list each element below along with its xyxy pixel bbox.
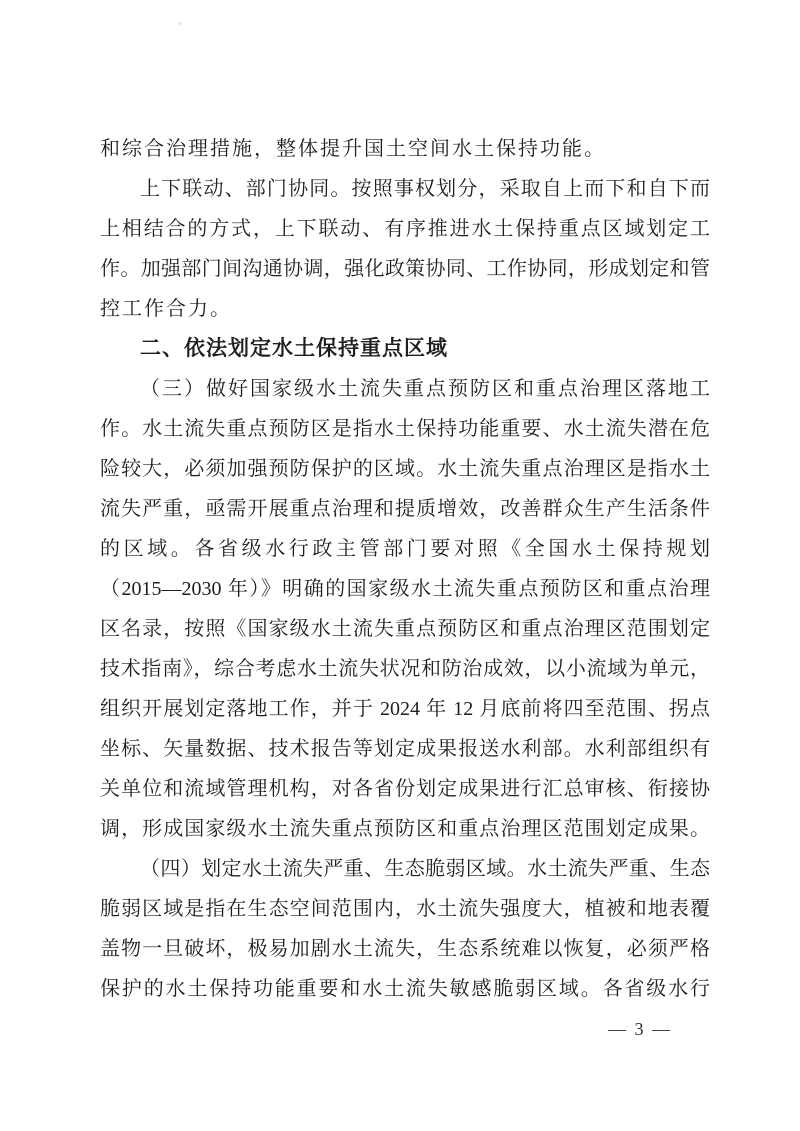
text-line: 的区域。各省级水行政主管部门要对照《全国水土保持规划 xyxy=(100,538,710,560)
text-line: 区名录，按照《国家级水土流失重点预防区和重点治理区范围划定 xyxy=(100,618,710,640)
document-body xyxy=(100,129,710,1009)
text-line: 作。水土流失重点预防区是指水土保持功能重要、水土流失潜在危 xyxy=(100,418,710,440)
page-number: — 3 — xyxy=(608,1019,672,1039)
text-line: 关单位和流域管理机构，对各省份划定成果进行汇总审核、衔接协 xyxy=(100,778,710,800)
text-line: （四）划定水土流失严重、生态脆弱区域。水土流失严重、生态 xyxy=(140,858,710,880)
text-line: 险较大，必须加强预防保护的区域。水土流失重点治理区是指水土 xyxy=(100,458,710,480)
text-line: 上相结合的方式，上下联动、有序推进水土保持重点区域划定工 xyxy=(100,218,710,240)
text-line: 脆弱区域是指在生态空间范围内，水土流失强度大，植被和地表覆 xyxy=(100,898,710,920)
text-line: 盖物一旦破坏，极易加剧水土流失，生态系统难以恢复，必须严格 xyxy=(100,938,710,960)
text-line: （2015—2030 年）》明确的国家级水土流失重点预防区和重点治理 xyxy=(100,578,710,600)
scan-artifact xyxy=(178,22,182,25)
text-line: 保护的水土保持功能重要和水土流失敏感脆弱区域。各省级水行 xyxy=(100,978,710,1000)
text-line: 控工作合力。 xyxy=(100,298,232,320)
text-line: 坐标、矢量数据、技术报告等划定成果报送水利部。水利部组织有 xyxy=(100,738,710,760)
text-line: 调，形成国家级水土流失重点预防区和重点治理区范围划定成果。 xyxy=(100,818,710,840)
text-line: 技术指南》，综合考虑水土流失状况和防治成效，以小流域为单元， xyxy=(100,658,710,680)
section-heading: 二、依法划定水土保持重点区域 xyxy=(140,337,448,360)
text-line: 作。加强部门间沟通协调，强化政策协同、工作协同，形成划定和管 xyxy=(100,258,710,280)
text-line: （三）做好国家级水土流失重点预防区和重点治理区落地工 xyxy=(140,378,710,400)
text-line: 上下联动、部门协同。按照事权划分，采取自上而下和自下而 xyxy=(140,178,710,200)
text-line: 流失严重，亟需开展重点治理和提质增效，改善群众生产生活条件 xyxy=(100,498,710,520)
text-line: 和综合治理措施，整体提升国土空间水土保持功能。 xyxy=(100,138,606,160)
text-line: 组织开展划定落地工作，并于 2024 年 12 月底前将四至范围、拐点 xyxy=(100,698,710,720)
